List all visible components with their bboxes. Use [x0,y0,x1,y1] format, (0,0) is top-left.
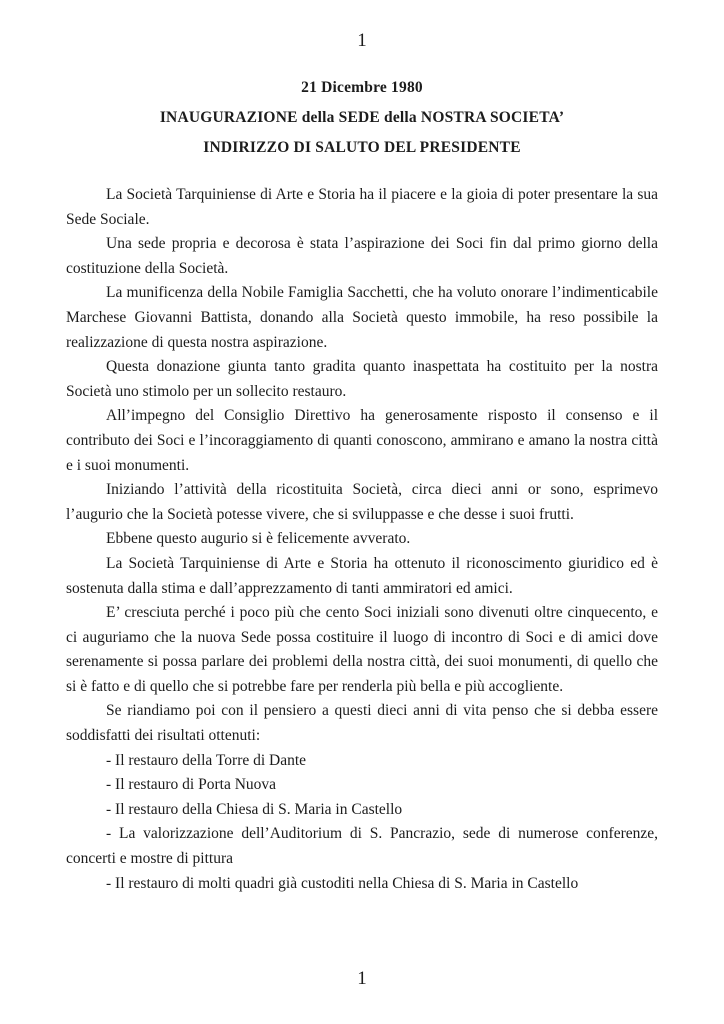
page-number-bottom: 1 [357,968,367,989]
document-subtitle: INDIRIZZO DI SALUTO DEL PRESIDENTE [203,139,521,156]
document-title: INAUGURAZIONE della SEDE della NOSTRA SOCIETA’ [159,109,565,126]
list-item-restoration: - Il restauro della Torre di Dante [106,751,307,769]
paragraph: Se riandiamo poi con il pensiero a questi dieci anni di vita penso che si debba essere soddisfatti dei risultati ottenuti: [66,702,658,745]
paragraph: Una sede propria e decorosa è stata l’aspirazione dei Soci fin dal primo giorno della costituzione della Società. [66,235,658,277]
paragraph: E’ cresciuta perché i poco più che cento Soci iniziali sono divenuti oltre cinquecento, e ci auguriamo che la nuova Sede possa costituire il luogo di incontro di Soci e di amici dove serenamente si possa parlare dei problemi della nostra città, dei suoi monumenti, di quello che si è fatto e di quello che si potrebbe fare per renderla più bella e più accogliente. [66,604,658,695]
paragraph: La Società Tarquiniense di Arte e Storia ha ottenuto il riconoscimento giuridico ed è sostenuta dalla stima e dall’apprezzamento di tanti ammiratori ed amici. [66,554,658,597]
paragraph: Questa donazione giunta tanto gradita quanto inaspettata ha costituito per la nostra Società uno stimolo per un sollecito restauro. [66,358,658,400]
paragraph: Iniziando l’attività della ricostituita Società, circa dieci anni or sono, esprimevo l’augurio che la Società potesse vivere, che si sviluppasse e che desse i suoi frutti. [66,481,658,523]
paragraph: La Società Tarquiniense di Arte e Storia ha il piacere e la gioia di poter presentare la sua Sede Sociale. [66,186,658,228]
paragraph: La munificenza della Nobile Famiglia Sacchetti, che ha voluto onorare l’indimenticabile Marchese Giovanni Battista, donando alla Società questo immobile, ha reso possibile la realizzazione di questa nostra aspirazione. [66,284,658,351]
page-number-top: 1 [357,30,367,51]
document-date: 21 Dicembre 1980 [301,79,423,96]
list-item-restoration: - Il restauro di molti quadri già custoditi nella Chiesa di S. Maria in Castello [106,874,579,892]
list-item-restoration: - Il restauro di Porta Nuova [106,776,277,794]
list-item-restoration: - La valorizzazione dell’Auditorium di S. Pancrazio, sede di numerose conferenze, concerti e mostre di pittura [66,825,658,868]
paragraph: All’impegno del Consiglio Direttivo ha generosamente risposto il consenso e il contributo dei Soci e l’incoraggiamento di quanti conoscono, ammirano e amano la nostra città e i suoi monumenti. [66,407,658,474]
paragraph: Ebbene questo augurio si è felicemente avverato. [106,530,411,548]
document-body [66,183,658,896]
list-item-restoration: - Il restauro della Chiesa di S. Maria in Castello [106,800,403,818]
